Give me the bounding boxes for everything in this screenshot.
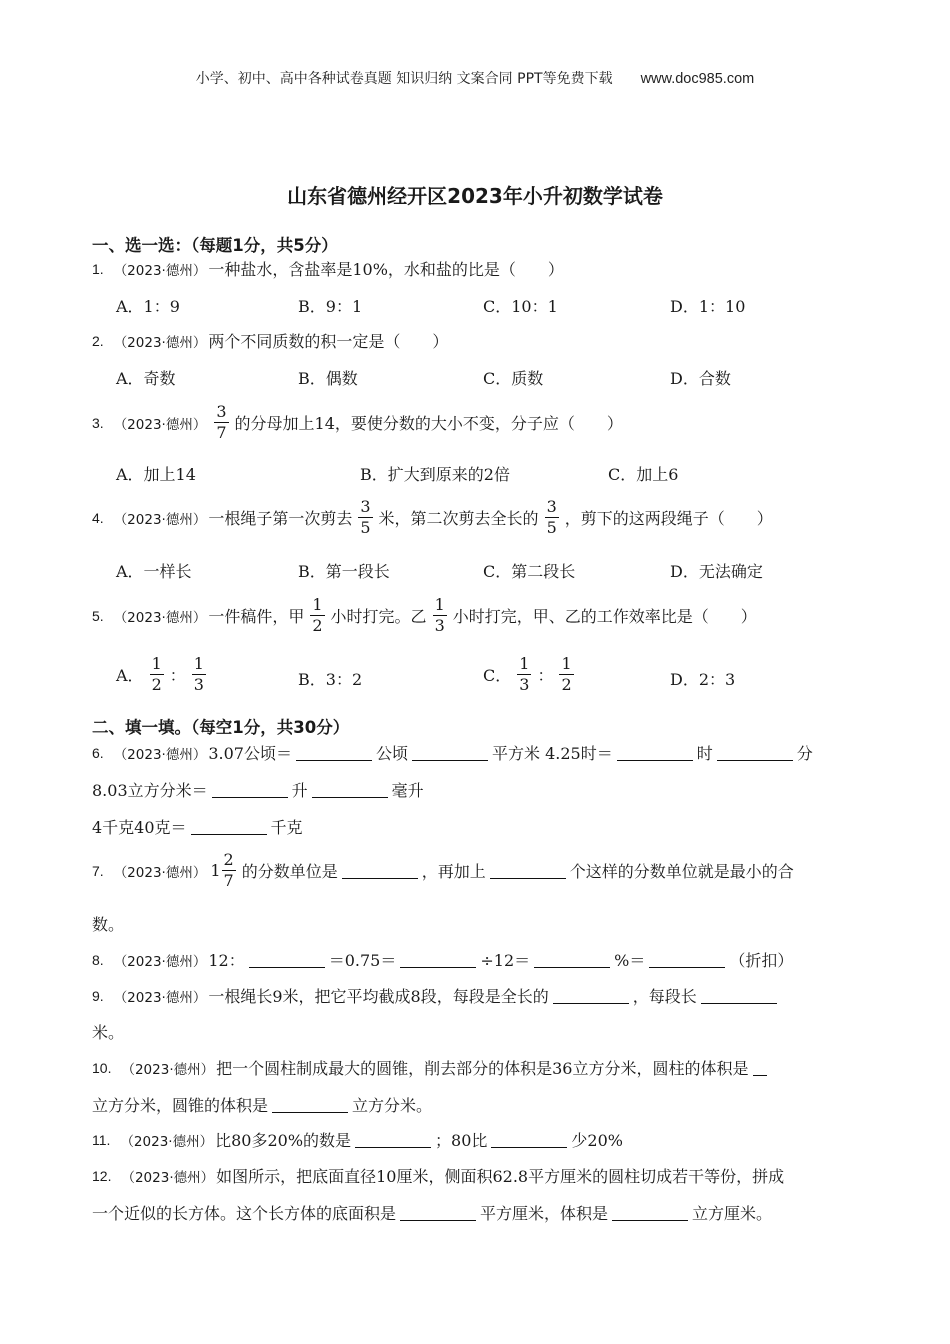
answer-blank[interactable]: [649, 951, 725, 968]
answer-blank[interactable]: [553, 987, 629, 1004]
question-text: 小时打完。乙: [330, 607, 427, 626]
question-number: 3.: [92, 414, 104, 431]
question-text: 一种盐水，含盐率是10%，水和盐的比是（ ）: [208, 260, 564, 279]
answer-blank[interactable]: [490, 862, 566, 879]
q5-option-b: B．3：2: [298, 670, 363, 689]
question-number: 2.: [92, 332, 104, 349]
answer-blank[interactable]: [249, 951, 325, 968]
q4-option-a: A．一样长: [116, 562, 192, 581]
question-source: （2023·德州）: [113, 989, 207, 1006]
q1-option-b: B．9：1: [298, 297, 363, 316]
section-2-heading: 二、填一填。（每空1分，共30分）: [92, 718, 350, 737]
question-text: 一件稿件，甲: [208, 607, 305, 626]
fraction: $\frac{3}{5}$: [360, 497, 371, 537]
question-source: （2023·德州）: [113, 609, 207, 626]
question-source: （2023·德州）: [113, 334, 207, 351]
question-number: 8.: [92, 951, 104, 968]
question-6: 6. （2023·德州） 3.07公顷＝ 公顷 平方米 4.25时＝ 时 分: [92, 744, 813, 763]
answer-blank[interactable]: [312, 781, 388, 798]
question-10-line-2: 立方分米，圆锥的体积是 立方分米。: [92, 1096, 433, 1115]
question-text: 一根绳子第一次剪去: [208, 509, 353, 528]
page-title: 山东省德州经开区2023年小升初数学试卷: [287, 184, 663, 208]
banner-text: 小学、初中、高中各种试卷真题 知识归纳 文案合同 PPT等免费下载: [195, 71, 613, 87]
banner-url[interactable]: www.doc985.com: [640, 71, 755, 87]
q2-option-b: B．偶数: [298, 369, 358, 388]
question-text: 米，第二次剪去全长的: [378, 509, 539, 528]
question-12-line-2: 一个近似的长方体。这个长方体的底面积是 平方厘米，体积是 立方厘米。: [92, 1204, 773, 1223]
question-source: （2023·德州）: [121, 1169, 215, 1186]
fraction: $\frac{3}{7}$: [216, 402, 227, 442]
answer-blank[interactable]: [400, 951, 476, 968]
q3-option-b: B．扩大到原来的2倍: [360, 465, 510, 484]
question-number: 5.: [92, 607, 104, 624]
question-7: 7. （2023·德州） 1 $\frac{2}{7}$ 的分数单位是 ，再加上 个这样的分数单位就是最小的合: [92, 850, 794, 890]
q1-option-a: A．1：9: [116, 297, 180, 316]
q4-option-b: B．第一段长: [298, 562, 390, 581]
answer-blank[interactable]: [412, 744, 488, 761]
answer-blank[interactable]: [296, 744, 372, 761]
question-number: 10.: [92, 1059, 112, 1076]
fraction: $\frac{1}{3}$: [519, 654, 530, 694]
question-10: 10. （2023·德州） 把一个圆柱制成最大的圆锥，削去部分的体积是36立方分米，圆柱的体积是: [92, 1056, 771, 1079]
question-number: 6.: [92, 744, 104, 761]
question-6-line-3: 4千克40克＝ 千克: [92, 818, 303, 837]
question-5: [92, 595, 757, 636]
question-8: 8. （2023·德州） 12： ＝0.75＝ ÷12＝ %＝ （折扣）: [92, 951, 794, 970]
fraction: $\frac{2}{7}$: [223, 850, 234, 890]
question-text: ，剪下的这两段绳子（ ）: [564, 509, 773, 528]
q4-option-c: C．第二段长: [483, 562, 576, 581]
question-source: （2023·德州）: [113, 746, 207, 763]
question-7-line-2: 数。: [92, 915, 125, 934]
question-6-line-2: 8.03立方分米＝ 升 毫升: [92, 781, 424, 800]
fraction: $\frac{3}{5}$: [546, 497, 557, 537]
question-source: （2023·德州）: [113, 416, 207, 433]
q2-option-d: D．合数: [670, 369, 731, 388]
q5-option-c: C． $\frac{1}{3}$ ： $\frac{1}{2}$: [483, 654, 572, 694]
fraction: $\frac{1}{2}$: [312, 595, 323, 635]
question-source: （2023·德州）: [120, 1133, 214, 1150]
question-number: 1.: [92, 260, 104, 277]
question-3: [92, 402, 623, 443]
question-text: 两个不同质数的积一定是（ ）: [208, 332, 449, 351]
answer-blank[interactable]: [491, 1131, 567, 1148]
answer-blank[interactable]: [342, 862, 418, 879]
q4-option-d: D．无法确定: [670, 562, 763, 581]
q5-option-d: D．2：3: [670, 670, 736, 689]
q2-option-a: A．奇数: [116, 369, 176, 388]
question-number: 7.: [92, 862, 104, 879]
answer-blank[interactable]: [717, 744, 793, 761]
section-1-heading: 一、选一选：（每题1分，共5分）: [92, 236, 338, 255]
answer-blank[interactable]: [191, 818, 267, 835]
question-number: 12.: [92, 1167, 112, 1184]
q3-option-a: A．加上14: [116, 465, 196, 484]
question-source: （2023·德州）: [113, 262, 207, 279]
answer-blank[interactable]: [534, 951, 610, 968]
fraction: $\frac{1}{3}$: [434, 595, 445, 635]
question-source: （2023·德州）: [113, 953, 207, 970]
question-source: （2023·德州）: [113, 864, 207, 881]
q3-option-c: C．加上6: [608, 465, 679, 484]
question-text: 的分母加上14，要使分数的大小不变，分子应（ ）: [234, 414, 623, 433]
answer-blank[interactable]: [701, 987, 777, 1004]
answer-blank[interactable]: [753, 1059, 767, 1076]
answer-blank[interactable]: [617, 744, 693, 761]
question-9-line-2: 米。: [92, 1023, 125, 1042]
answer-blank[interactable]: [355, 1131, 431, 1148]
question-4: [92, 497, 773, 538]
question-number: 11.: [92, 1131, 111, 1148]
question-12: 12. （2023·德州） 如图所示，把底面直径10厘米，侧面积62.8平方厘米的圆柱切成若干等份，拼成: [92, 1167, 785, 1186]
question-number: 9.: [92, 987, 104, 1004]
answer-blank[interactable]: [400, 1204, 476, 1221]
question-2: [92, 329, 448, 352]
answer-blank[interactable]: [272, 1096, 348, 1113]
question-9: 9. （2023·德州） 一根绳长9米，把它平均截成8段，每段是全长的 ，每段长: [92, 984, 781, 1007]
answer-blank[interactable]: [612, 1204, 688, 1221]
header-banner: [0, 68, 950, 88]
q2-option-c: C．质数: [483, 369, 544, 388]
fraction: $\frac{1}{3}$: [193, 654, 204, 694]
q5-option-a: A． $\frac{1}{2}$ ： $\frac{1}{3}$: [116, 654, 204, 694]
question-number: 4.: [92, 509, 104, 526]
fraction: $\frac{1}{2}$: [561, 654, 572, 694]
fraction: $\frac{1}{2}$: [151, 654, 162, 694]
question-11: 11. （2023·德州） 比80多20%的数是 ；80比 少20%: [92, 1131, 623, 1150]
q1-option-c: C．10：1: [483, 297, 558, 316]
question-1: [92, 257, 564, 280]
question-text: 小时打完，甲、乙的工作效率比是（ ）: [452, 607, 757, 626]
q1-option-d: D．1：10: [670, 297, 746, 316]
question-source: （2023·德州）: [113, 511, 207, 528]
question-source: （2023·德州）: [121, 1061, 215, 1078]
answer-blank[interactable]: [212, 781, 288, 798]
